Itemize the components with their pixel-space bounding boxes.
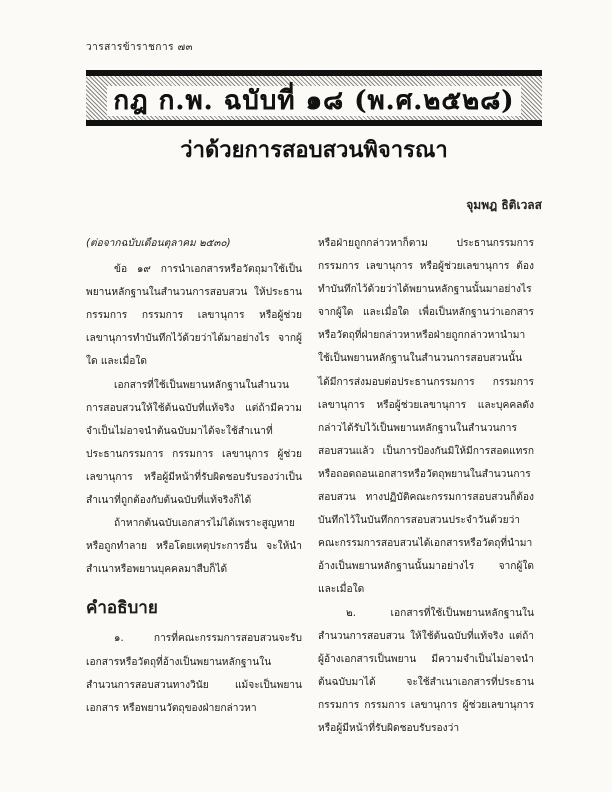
paragraph: เอกสารที่ใช้เป็นพยานหลักฐานในสำนวนการสอบสวนให้ใช้ต้นฉบับที่แท้จริง แต่ถ้ามีความจำเป็นไม่อาจนำต้นฉบับมาได้จะใช้สำเนาที่ประธานกรรมการ กรรมการ เลขานุการ ผู้ช่วยเลขานุการ หรือผู้มีหน้าที่รับผิดชอบรับรองว่าเป็นสำเนาที่ถูกต้องกับต้นฉบับที่แท้จริงก็ได้ [86, 379, 302, 507]
author-name: จุมพฎ ธิติเวลส [466, 198, 542, 212]
page-subtitle: ว่าด้วยการสอบสวนพิจารณา [180, 137, 448, 163]
section-heading: คำอธิบาย [86, 598, 158, 619]
title-banner [86, 70, 542, 126]
page-title: กฎ ก.พ. ฉบับที่ ๑๘ (พ.ศ.๒๕๒๘) [86, 80, 542, 121]
left-column [86, 232, 302, 720]
paragraph: ๒. เอกสารที่ใช้เป็นพยานหลักฐานในสำนวนการสอบสวน ให้ใช้ต้นฉบับที่แท้จริง แต่ถ้าผู้อ้างเอกสารเป็นพยาน มีความจำเป็นไม่อาจนำต้นฉบับมาได้ จะใช้สำเนาเอกสารที่ประธานกรรมการ กรรมการ เลขานุการ ผู้ช่วยเลขานุการ หรือผู้มีหน้าที่รับผิดชอบรับรองว่า [318, 607, 534, 734]
paragraph: ข้อ ๑๙ การนำเอกสารหรือวัตถุมาใช้เป็นพยานหลักฐานในสำนวนการสอบสวน ให้ประธานกรรมการ กรรมการ เลขานุการ หรือผู้ช่วยเลขานุการทำบันทึกไว้ด้วยว่าได้มาอย่างไร จากผู้ใด และเมื่อใด [86, 264, 302, 368]
continuation-note: (ต่อจากฉบับเดือนตุลาคม ๒๕๓๐) [86, 238, 231, 249]
paragraph: หรือฝ่ายถูกกล่าวหาก็ตาม ประธานกรรมการ กรรมการ เลขานุการ หรือผู้ช่วยเลขานุการ ต้องทำบันทึกไว้ด้วยว่าได้พยานหลักฐานนั้นมาอย่างไร จากผู้ใด และเมื่อใด เพื่อเป็นหลักฐานว่าเอกสารหรือวัตถุที่ฝ่ายกล่าวหาหรือฝ่ายถูกกล่าวหานำมาใช้เป็นพยานหลักฐานในสำนวนการสอบสวนนั้น ได้มีการส่งมอบต่อประธานกรรมการ กรรมการ เลขานุการ หรือผู้ช่วยเลขานุการ และบุคคลดังกล่าวได้รับไว้เป็นพยานหลักฐานในสำนวนการสอบสวนแล้ว เป็นการป้องกันมิให้มีการสอดแทรก หรือถอดถอนเอกสารหรือวัตถุพยานในสำนวนการสอบสวน ทางปฏิบัติคณะกรรมการสอบสวนก็ต้องบันทึกไว้ในบันทึกการสอบสวนประจำวันด้วยว่า คณะกรรมการสอบสวนได้เอกสารหรือวัตถุที่นำมาอ้างเป็นพยานหลักฐานนั้นมาอย่างไร จากผู้ใด และเมื่อใด [318, 238, 534, 596]
running-head: วารสารข้าราชการ ๗๓ [86, 42, 193, 53]
paragraph: ถ้าหากต้นฉบับเอกสารไม่ได้เพราะสูญหาย หรือถูกทำลาย หรือโดยเหตุประการอื่น จะให้นำสำเนาหรือพยานบุคคลมาสืบก็ได้ [86, 518, 302, 576]
title-block [86, 70, 542, 126]
right-column [318, 232, 534, 740]
paragraph: ๑. การที่คณะกรรมการสอบสวนจะรับเอกสารหรือวัตถุที่อ้างเป็นพยานหลักฐานในสำนวนการสอบสวนทางวินัย แม้จะเป็นพยานเอกสาร หรือพยานวัตถุของฝ่ายกล่าวหา [86, 633, 302, 714]
